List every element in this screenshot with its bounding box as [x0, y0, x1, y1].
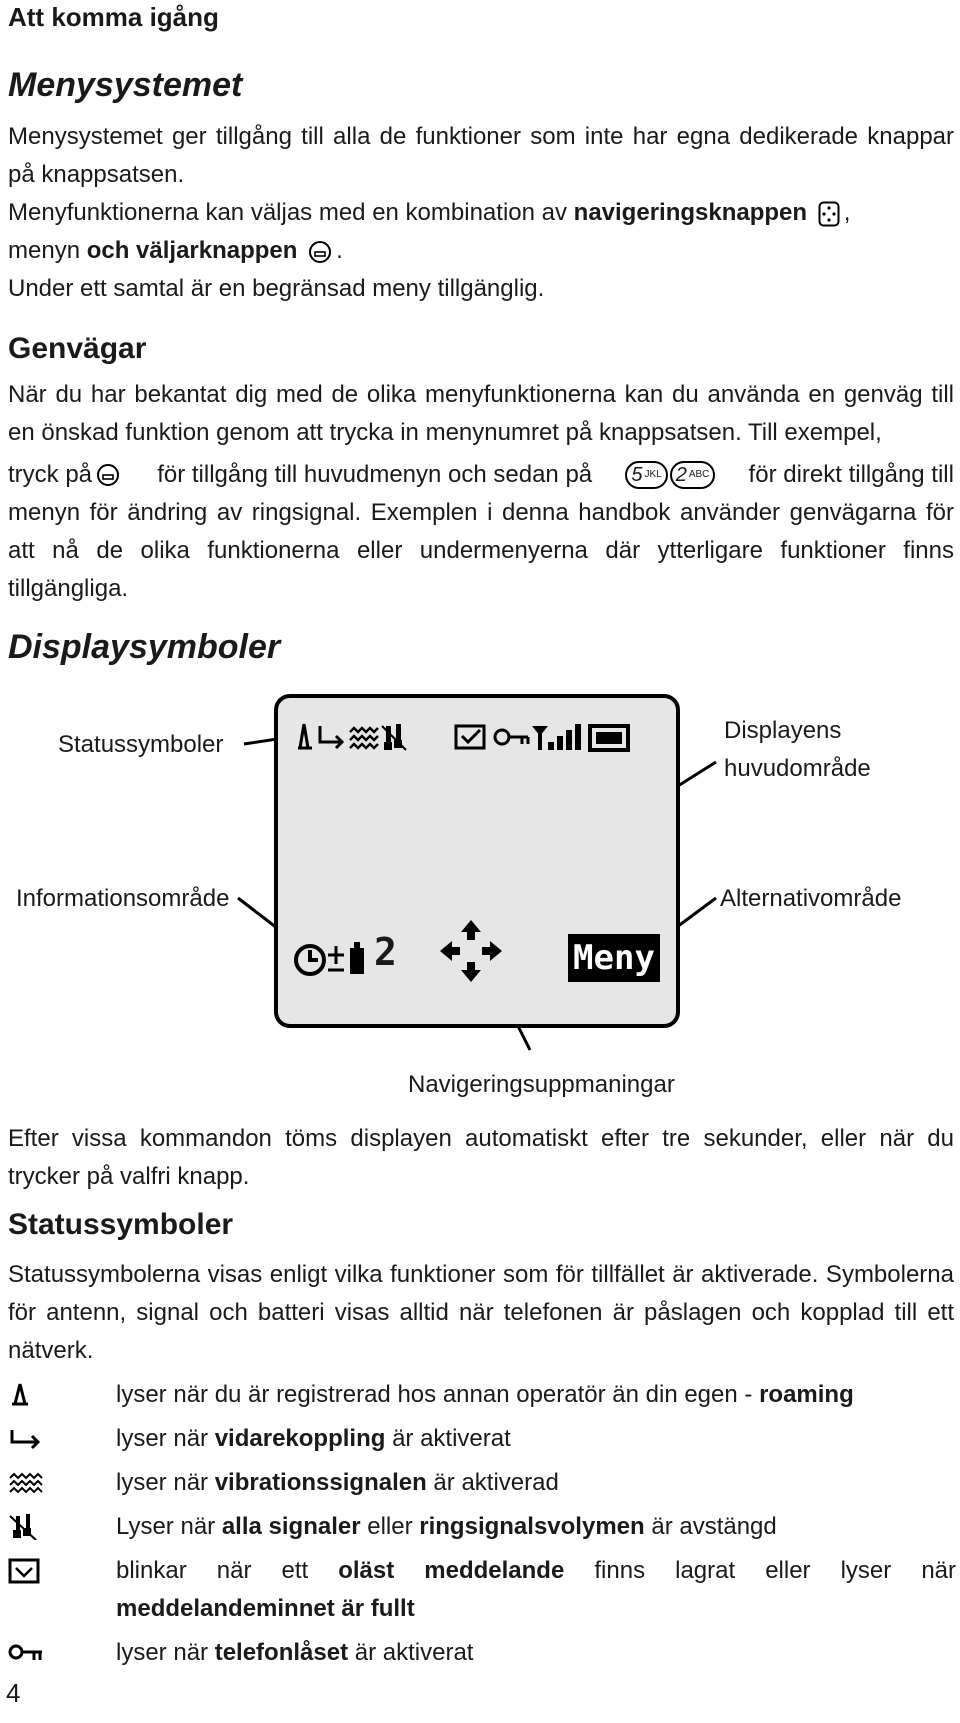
vibration-icon — [350, 728, 378, 748]
shortcuts-paragraph-1: När du har bekantat dig med de olika menyfunktionerna kan du använda en genväg till en önskad funktion genom att trycka in menynumret på knappsatsen. Till exempel, — [8, 381, 954, 446]
call-divert-icon — [8, 1426, 44, 1452]
callout-alternative-area: Alternativområde — [720, 885, 902, 912]
callout-main-area: Displayens huvudområde — [724, 717, 871, 782]
signal-bars-icon — [548, 724, 581, 750]
shortcuts-paragraph-2: tryck på för tillgång till huvudmenyn och sedan på 5 JKL 2 ABC för direkt tillgång till — [8, 461, 954, 488]
antenna-icon — [532, 726, 548, 750]
info-area-line-number: 2 — [374, 930, 397, 974]
keylock-icon — [495, 730, 528, 744]
roaming-icon — [298, 724, 312, 748]
section-title-shortcuts: Genvägar — [8, 332, 147, 365]
page-number: 4 — [6, 1678, 21, 1708]
shortcuts-paragraph-3: menyn för ändring av ringsignal. Exemplen i denna handbok använder genvägarna för att nå de olika funktionerna eller undermenyerna där ytterligare funktioner finns tillgängliga. — [8, 499, 954, 602]
line-selection-icon — [350, 942, 364, 974]
softkey-menu-label: Meny — [568, 934, 660, 982]
section-title-display: Displaysymboler — [8, 628, 281, 666]
vibration-icon — [8, 1470, 44, 1496]
section-title-menu: Menysystemet — [8, 66, 243, 104]
status-icons-row — [296, 720, 666, 756]
silent-icon — [382, 724, 406, 750]
silent-icon — [8, 1514, 44, 1540]
key-2-icon: 2 ABC — [670, 461, 716, 489]
running-header: Att komma igång — [8, 2, 219, 32]
keylock-icon — [8, 1640, 44, 1666]
battery-icon — [590, 726, 628, 750]
plus-minus-icon — [328, 946, 344, 970]
message-icon — [8, 1558, 44, 1584]
menu-paragraph-2: Menyfunktionerna kan väljas med en kombination av navigeringsknappen , menyn och väljarknappen . — [8, 199, 851, 264]
section-title-status: Statussymboler — [8, 1208, 234, 1241]
key-5-icon: 5 JKL — [625, 461, 667, 489]
display-after-paragraph: Efter vissa kommandon töms displayen automatiskt efter tre sekunder, eller när du trycker på valfri knapp. — [8, 1125, 954, 1190]
call-divert-icon — [320, 726, 342, 748]
navigation-arrows-icon — [436, 916, 506, 986]
menu-paragraph-1: Menysystemet ger tillgång till alla de funktioner som inte har egna dedikerade knappar på knappsatsen. — [8, 123, 954, 188]
callout-navigation-prompts: Navigeringsuppmaningar — [408, 1071, 675, 1098]
message-icon — [456, 726, 484, 748]
callout-info-area: Informationsområde — [16, 885, 230, 912]
clock-icon — [296, 946, 324, 974]
callout-status-symbols: Statussymboler — [58, 731, 224, 758]
roaming-icon — [8, 1382, 44, 1408]
status-paragraph: Statussymbolerna visas enligt vilka funktioner som för tillfället är aktiverade. Symbolerna för antenn, signal och batteri visas alltid när telefonen är påslagen och kopplad till ett nätverk. — [8, 1261, 954, 1364]
phone-display — [274, 694, 680, 1028]
menu-paragraph-3: Under ett samtal är en begränsad meny tillgänglig. — [8, 275, 545, 302]
